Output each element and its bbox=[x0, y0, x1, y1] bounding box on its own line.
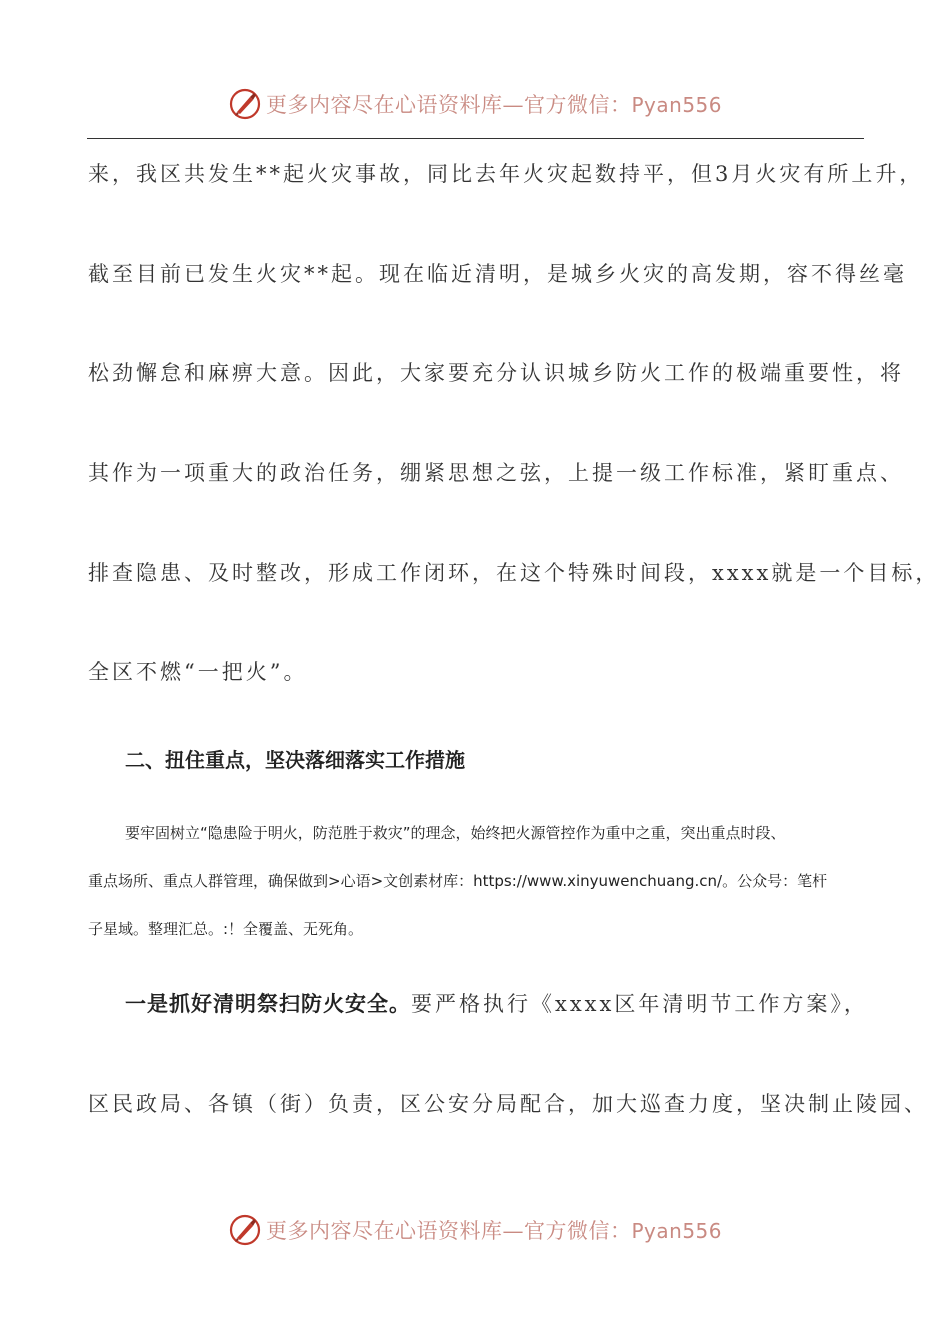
footer-banner bbox=[0, 1210, 950, 1250]
banner-text: 更多内容尽在心语资料库—官方微信：Pyan556 bbox=[265, 1219, 722, 1243]
paragraph-line: 排查隐患、及时整改，形成工作闭环，在这个特殊时间段，xxxx就是一个目标， bbox=[88, 561, 940, 585]
paragraph-line: 来，我区共发生**起火灾事故，同比去年火灾起数持平，但3月火灾有所上升， bbox=[88, 162, 924, 186]
paragraph-line: 区民政局、各镇（街）负责，区公安分局配合，加大巡查力度，坚决制止陵园、 bbox=[88, 1092, 928, 1116]
banner-text: 更多内容尽在心语资料库—官方微信：Pyan556 bbox=[265, 93, 722, 117]
paragraph-line: 子星域。整理汇总。:！全覆盖、无死角。 bbox=[88, 920, 364, 938]
section-heading: 二、扭住重点，坚决落细落实工作措施 bbox=[125, 748, 465, 772]
paragraph-line: 重点场所、重点人群管理，确保做到>心语>文创素材库：https://www.xinyuwenchuang.cn/。公众号：笔杆 bbox=[88, 872, 828, 890]
pen-logo-icon bbox=[228, 87, 262, 121]
subsection-lead: 一是抓好清明祭扫防火安全。 bbox=[125, 992, 411, 1016]
header-rule bbox=[87, 138, 864, 139]
paragraph-line: 截至目前已发生火灾**起。现在临近清明，是城乡火灾的高发期，容不得丝毫 bbox=[88, 262, 907, 286]
paragraph-line: 全区不燃“一把火”。 bbox=[88, 660, 308, 684]
header-banner bbox=[0, 84, 950, 124]
paragraph-line bbox=[125, 988, 868, 1018]
pen-logo-icon bbox=[228, 1213, 262, 1247]
paragraph-line: 要牢固树立“隐患险于明火，防范胜于救灾”的理念，始终把火源管控作为重中之重，突出重点时段、 bbox=[125, 824, 786, 842]
paragraph-line: 其作为一项重大的政治任务，绷紧思想之弦，上提一级工作标准，紧盯重点、 bbox=[88, 461, 904, 485]
paragraph-line: 松劲懈怠和麻痹大意。因此，大家要充分认识城乡防火工作的极端重要性，将 bbox=[88, 361, 904, 385]
paragraph-text: 要严格执行《xxxx区年清明节工作方案》， bbox=[411, 992, 868, 1016]
